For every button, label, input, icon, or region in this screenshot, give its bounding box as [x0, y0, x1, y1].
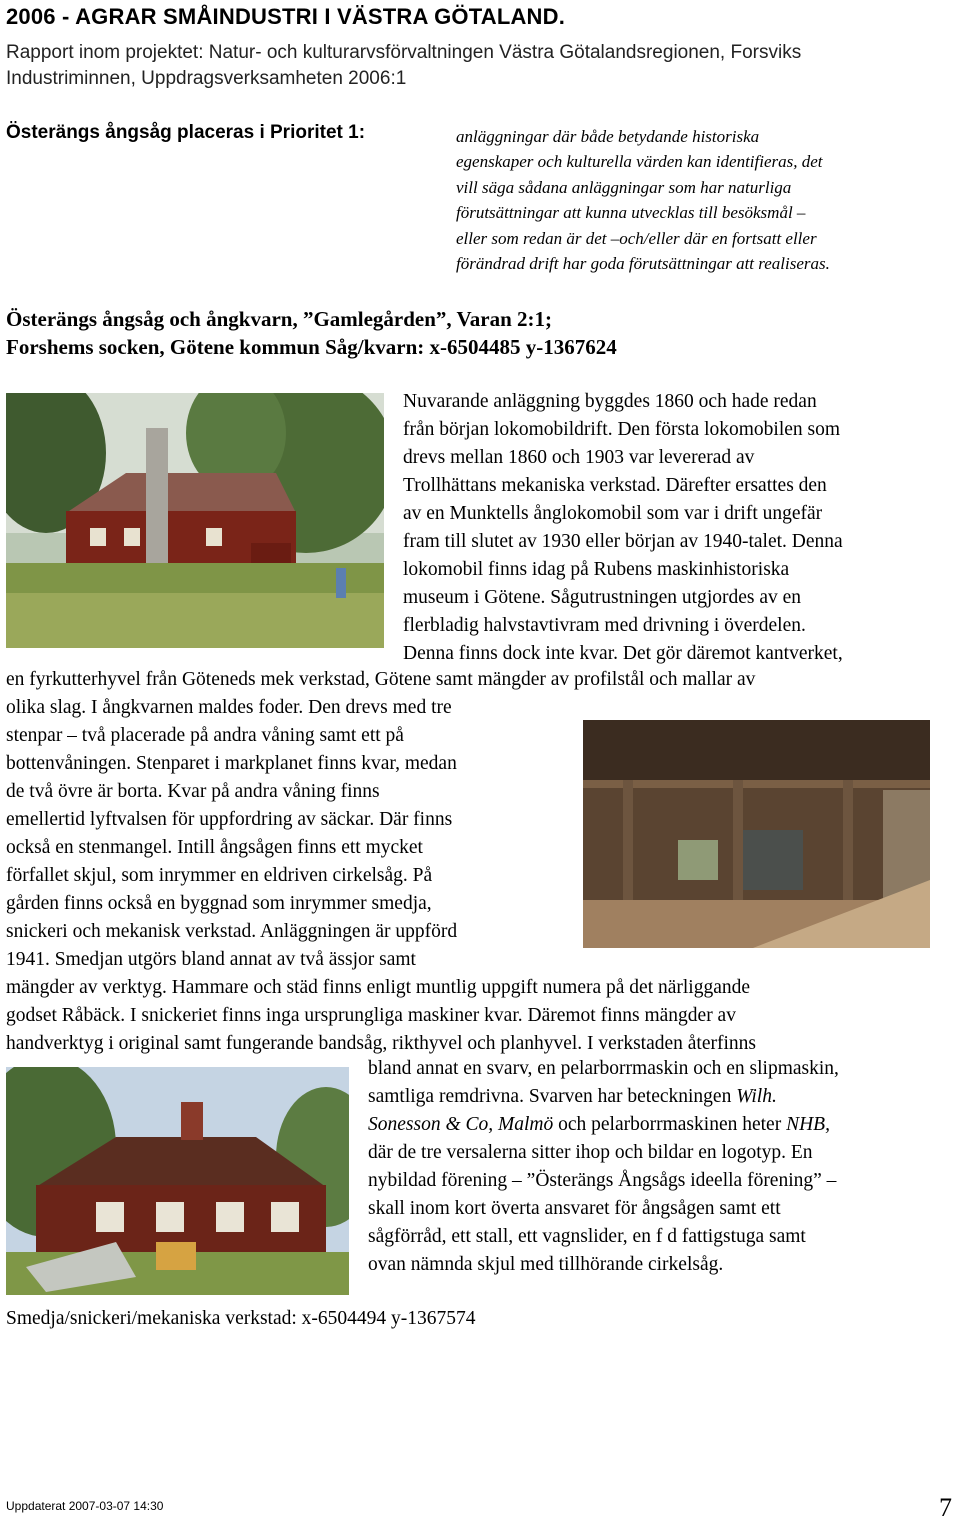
body-line: museum i Götene. Sågutrustningen utgjordes av en [403, 587, 802, 608]
priority-description [456, 124, 956, 276]
body-line: från början lokomobildrift. Den första lokomobilen som [403, 419, 841, 440]
body-line: olika slag. I ångkvarnen maldes foder. Den drevs med tre [6, 697, 452, 718]
body-line: också en stenmangel. Intill ångsågen finns ett mycket [6, 837, 423, 858]
priority-line: anläggningar där både betydande historiska [456, 127, 760, 146]
body-line: sågförråd, ett stall, ett vagnslider, en f d fattigstuga samt [368, 1226, 806, 1247]
body-line: gården finns också en byggnad som inrymmer smedja, [6, 893, 432, 914]
italic-term: Wilh. [736, 1086, 777, 1107]
body-line: där de tre versalerna sitter ihop och bildar en logotyp. En [368, 1142, 813, 1163]
body-line: godset Råbäck. I snickeriet finns inga ursprungliga maskiner kvar. Däremot finns mängder av [6, 1005, 736, 1026]
report-subtitle [6, 40, 956, 92]
sawmill-exterior-photo [6, 393, 384, 648]
body-line [368, 1111, 839, 1139]
sawmill-exterior-image [6, 393, 384, 648]
body-line-text: och pelarborrmaskinen heter [553, 1114, 787, 1135]
body-line: mängder av verktyg. Hammare och städ finns enligt muntlig uppgift numera på det närliggande [6, 977, 751, 998]
italic-term: NHB, [786, 1114, 830, 1135]
site-heading [6, 305, 617, 361]
body-line: ovan nämnda skjul med tillhörande cirkelsåg. [368, 1254, 724, 1275]
body-line: lokomobil finns idag på Rubens maskinhistoriska [403, 559, 790, 580]
body-line: emellertid lyftvalsen för uppfordring av säckar. Där finns [6, 809, 453, 830]
italic-term: Sonesson & Co, Malmö [368, 1114, 554, 1135]
site-heading-line: Forshems socken, Götene kommun Såg/kvarn: x-6504485 y-1367624 [6, 335, 617, 359]
body-line: bland annat en svarv, en pelarborrmaskin och en slipmaskin, [368, 1058, 839, 1079]
body-line: av en Munktells ånglokomobil som var i drift ungefär [403, 503, 823, 524]
sawmill-interior-photo [583, 720, 930, 948]
subtitle-line: Rapport inom projektet: Natur- och kulturarvsförvaltningen Västra Götalandsregionen, Forsviks [6, 42, 802, 63]
page-title: 2006 - AGRAR SMÅINDUSTRI I VÄSTRA GÖTALAND. [6, 4, 566, 29]
priority-line: egenskaper och kulturella värden kan identifieras, det [456, 152, 823, 172]
body-line: fram till slutet av 1930 eller början av 1940-talet. Denna [403, 531, 843, 552]
body-line: en fyrkutterhyvel från Göteneds mek verkstad, Götene samt mängder av profilstål och mallar av [6, 669, 756, 690]
body-line: handverktyg i original samt fungerande bandsåg, rikthyvel och planhyvel. I verkstaden återfinns [6, 1033, 756, 1054]
body-line-text: samtliga remdrivna. Svarven har beteckningen [368, 1086, 737, 1107]
site-heading-line: Österängs ångsåg och ångkvarn, ”Gamlegården”, Varan 2:1; [6, 307, 553, 331]
body-line: 1941. Smedjan utgörs bland annat av två ässjor samt [6, 949, 416, 970]
body-line: snickeri och mekanisk verkstad. Anläggningen är uppförd [6, 921, 458, 942]
priority-label: Österängs ångsåg placeras i Prioritet 1: [6, 122, 366, 143]
sawmill-interior-image [583, 720, 930, 948]
body-line: skall inom kort överta ansvaret för ångsågen samt ett [368, 1198, 781, 1219]
body-line: nybildad förening – ”Österängs Ångsågs ideella förening” – [368, 1170, 837, 1191]
priority-line: eller som redan är det –och/eller där en fortsatt eller [456, 228, 817, 248]
body-line: flerbladig halvstavtivram med drivning i överdelen. [403, 615, 806, 636]
body-line [368, 1083, 839, 1111]
body-line: Denna finns dock inte kvar. Det gör däremot kantverket, [403, 643, 843, 664]
body-line: de två övre är borta. Kvar på andra våning finns [6, 781, 380, 802]
footer-updated: Uppdaterat 2007-03-07 14:30 [6, 1499, 164, 1513]
smithy-caption: Smedja/snickeri/mekaniska verkstad: x-6504494 y-1367574 [6, 1308, 476, 1329]
body-line: stenpar – två placerade på andra våning samt ett på [6, 725, 404, 746]
body-line: drevs mellan 1860 och 1903 var levererad av [403, 447, 755, 468]
priority-line: förändrad drift har goda förutsättningar att realiseras. [456, 254, 830, 274]
body-line: bottenvåningen. Stenparet i markplanet finns kvar, medan [6, 753, 457, 774]
smithy-photo [6, 1067, 349, 1295]
body-line: Trollhättans mekaniska verkstad. Därefter ersattes den [403, 475, 827, 496]
body-line: Nuvarande anläggning byggdes 1860 och hade redan [403, 391, 817, 412]
body-line: förfallet skjul, som inrymmer en eldriven cirkelsåg. På [6, 865, 433, 886]
page-number: 7 [939, 1493, 952, 1522]
priority-line: förutsättningar att kunna utvecklas till besöksmål – [456, 203, 806, 223]
priority-line: vill säga sådana anläggningar som har naturliga [456, 177, 792, 197]
subtitle-line: Industriminnen, Uppdragsverksamheten 2006:1 [6, 68, 407, 89]
smithy-image [6, 1067, 349, 1295]
